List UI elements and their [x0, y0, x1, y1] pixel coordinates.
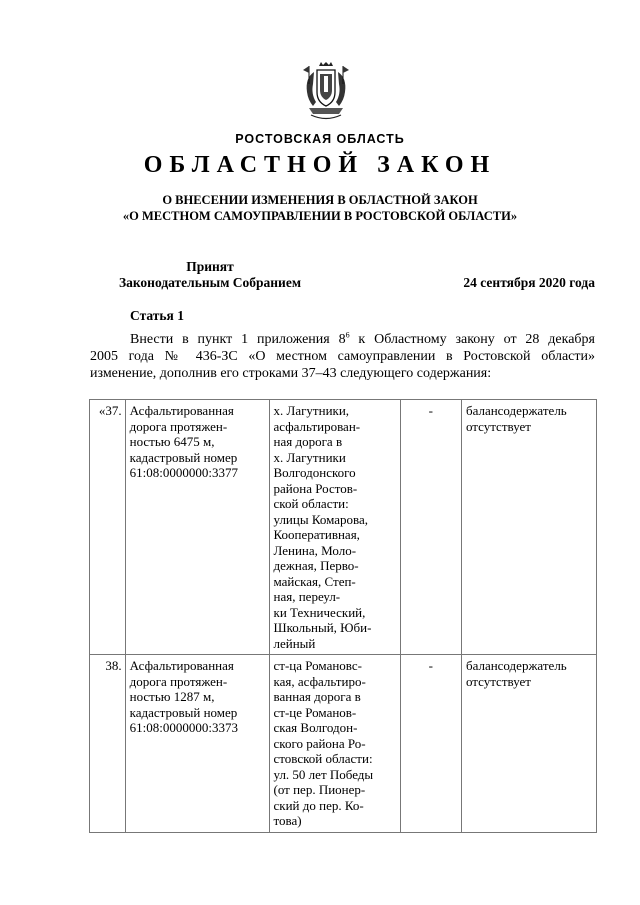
- cell-text-line: кадастровый номер: [129, 449, 238, 465]
- row-number: «37.: [90, 400, 126, 655]
- law-subtitle-line-1: О ВНЕСЕНИИ ИЗМЕНЕНИЯ В ОБЛАСТНОЙ ЗАКОН: [162, 193, 478, 207]
- cell-text-line: Ленина, Моло-: [273, 542, 357, 558]
- empty-value-cell: -: [400, 400, 461, 655]
- cell-text-line: стовской области:: [273, 751, 373, 766]
- law-title: ОБЛАСТНОЙ ЗАКОН: [143, 152, 497, 178]
- cell-text-line: ского района Ро-: [273, 735, 366, 751]
- cell-text-line: х. Лагутники,: [273, 403, 350, 418]
- article-text-line-2: 2005 года № 436-ЗС «О местном самоуправлении в Ростовской области»: [90, 349, 595, 364]
- cell-text-line: ная, переул-: [273, 589, 341, 604]
- law-subtitle-line-2: «О МЕСТНОМ САМОУПРАВЛЕНИИ В РОСТОВСКОЙ ОБЛАСТИ»: [122, 209, 518, 223]
- cell-text-line: Асфальтированная: [129, 403, 234, 418]
- article-text-line-1: Внести в пункт 1 приложения $8^6$ к Областному закону от 28 декабря: [130, 330, 595, 347]
- cell-text-line: района Ростов-: [273, 480, 358, 496]
- object-name-cell: [125, 655, 269, 833]
- cell-text-line: това): [273, 813, 302, 828]
- empty-value-cell: -: [400, 655, 461, 833]
- adopted-by: Законодательным Собранием: [118, 275, 302, 290]
- adopted-date: 24 сентября 2020 года: [463, 275, 595, 290]
- cell-text-line: Волгодонского: [273, 465, 356, 480]
- cell-text-line: майская, Степ-: [273, 573, 356, 589]
- annex-superscript: 6: [345, 330, 350, 340]
- cell-text-line: кадастровый номер: [129, 704, 238, 720]
- cell-text-line: ст-це Романов-: [273, 704, 357, 720]
- cell-text-line: дорога протяжен-: [129, 418, 228, 434]
- adopted-label: Принят: [186, 259, 234, 274]
- cell-text-line: балансодержатель: [465, 658, 567, 673]
- cell-text-line: дежная, Перво-: [273, 558, 359, 573]
- region-name: РОСТОВСКАЯ ОБЛАСТЬ: [235, 132, 405, 146]
- cell-text-line: Асфальтированная: [129, 658, 234, 673]
- row-number: 38.: [90, 655, 126, 833]
- amendment-table: [89, 399, 597, 833]
- cell-text-line: ул. 50 лет Победы: [273, 766, 374, 782]
- object-address-cell: [269, 400, 400, 655]
- cell-text-line: Кооперативная,: [273, 527, 360, 542]
- cell-text-line: (от пер. Пионер-: [273, 782, 366, 797]
- table-row: [90, 400, 597, 655]
- table-row: [90, 655, 597, 833]
- cell-text-line: отсутствует: [465, 673, 531, 689]
- object-name-cell: [125, 400, 269, 655]
- cell-text-line: ностью 6475 м,: [129, 434, 215, 449]
- cell-text-line: кая, асфальтиро-: [273, 673, 366, 689]
- cell-text-line: ской области:: [273, 496, 349, 511]
- cell-text-line: асфальтирован-: [273, 418, 361, 434]
- cell-text-line: улицы Комарова,: [273, 511, 369, 527]
- cell-text-line: лейный: [273, 635, 316, 651]
- cell-text-line: х. Лагутники: [273, 449, 346, 465]
- cell-text-line: ская Волгодон-: [273, 720, 358, 735]
- article-title: Статья 1: [130, 308, 184, 323]
- cell-text-line: отсутствует: [465, 418, 531, 434]
- cell-text-line: ностью 1287 м,: [129, 689, 215, 704]
- owner-cell: [461, 655, 596, 833]
- cell-text-line: дорога протяжен-: [129, 673, 228, 689]
- cell-text-line: ст-ца Романовс-: [273, 658, 362, 673]
- cell-text-line: 61:08:0000000:3373: [129, 720, 238, 735]
- cell-text-line: ки Технический,: [273, 604, 366, 620]
- cell-text-line: балансодержатель: [465, 403, 567, 418]
- cell-text-line: ная дорога в: [273, 434, 343, 449]
- object-address-cell: [269, 655, 400, 833]
- rostov-coat-of-arms-icon: [299, 62, 353, 122]
- owner-cell: [461, 400, 596, 655]
- cell-text-line: Школьный, Юби-: [273, 620, 372, 635]
- article-text-line-3: изменение, дополнив его строками 37–43 следующего содержания:: [90, 366, 492, 381]
- cell-text-line: 61:08:0000000:3377: [129, 465, 238, 480]
- cell-text-line: ванная дорога в: [273, 689, 361, 704]
- cell-text-line: ский до пер. Ко-: [273, 797, 364, 813]
